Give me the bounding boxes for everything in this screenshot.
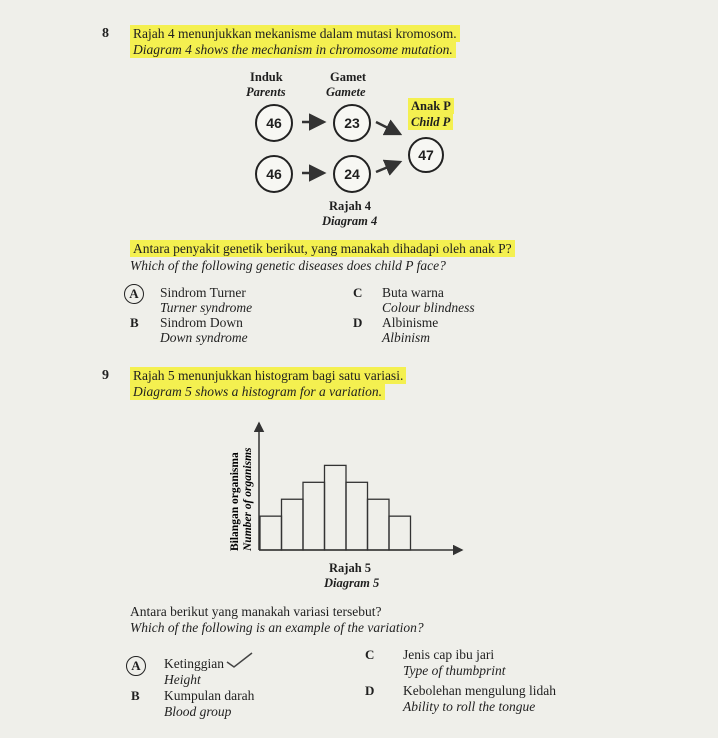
parent2-circle: 46 [255, 155, 293, 193]
q8-option-a-malay: Sindrom Turner [160, 285, 246, 300]
histogram-chart [200, 405, 490, 565]
histogram-bar-4 [325, 465, 347, 550]
label-parents-english: Parents [246, 85, 286, 99]
label-gamete-malay: Gamet [330, 70, 367, 84]
q9-question-malay: Antara berikut yang manakah variasi tersebut? [130, 604, 382, 619]
q8-option-b-malay: Sindrom Down [160, 315, 243, 330]
q8-option-c-english: Colour blindness [382, 300, 475, 315]
label-gamete-english: Gamete [326, 85, 366, 99]
q9-number: 9 [102, 368, 109, 383]
q9-option-b[interactable]: B [131, 688, 140, 703]
child-circle: 47 [408, 137, 444, 173]
gamete2-circle: 24 [333, 155, 371, 193]
diagram5-caption-english: Diagram 5 [324, 576, 380, 590]
q8-option-d[interactable]: D [353, 315, 363, 330]
q9-option-c-english: Type of thumbprint [403, 663, 506, 678]
label-parents-malay: Induk [250, 70, 283, 84]
q9-option-b-english: Blood group [164, 704, 232, 719]
option-a-letter: A [124, 284, 144, 304]
q9-option-d-english: Ability to roll the tongue [403, 699, 536, 714]
q8-option-b[interactable]: B [130, 315, 139, 330]
y-axis-label-malay: Bilangan organisma [229, 452, 241, 551]
histogram-bar-1 [260, 516, 282, 550]
q9-stem-english: Diagram 5 shows a histogram for a variation. [130, 384, 385, 400]
q9-question-english: Which of the following is an example of the variation? [130, 620, 424, 635]
q9-option-a[interactable] [126, 656, 146, 676]
histogram-bar-5 [346, 482, 368, 550]
q8-option-b-english: Down syndrome [160, 330, 248, 345]
y-axis-label-english: Number of organisms [242, 447, 254, 551]
parent1-circle: 46 [255, 104, 293, 142]
q8-option-d-malay: Albinisme [382, 315, 439, 330]
q9-option-b-malay: Kumpulan darah [164, 688, 255, 703]
q8-number: 8 [102, 26, 109, 41]
diagram5-caption-malay: Rajah 5 [329, 561, 372, 575]
q8-question-malay: Antara penyakit genetik berikut, yang manakah dihadapi oleh anak P? [130, 241, 515, 257]
histogram-bar-3 [303, 482, 325, 550]
histogram-bar-2 [282, 499, 304, 550]
q8-option-c-malay: Buta warna [382, 285, 444, 300]
q8-option-c[interactable]: C [353, 285, 363, 300]
histogram-bar-7 [389, 516, 411, 550]
q8-option-a[interactable] [124, 284, 144, 304]
q9-option-a-english: Height [164, 672, 201, 687]
q8-stem-english: Diagram 4 shows the mechanism in chromosome mutation. [130, 42, 456, 58]
q8-option-a-english: Turner syndrome [160, 300, 253, 315]
q9-option-d-malay: Kebolehan mengulung lidah [403, 683, 556, 698]
label-child-malay: Anak P [408, 99, 454, 114]
label-child-english: Child P [408, 115, 453, 130]
option-a-letter: A [126, 656, 146, 676]
q9-option-d[interactable]: D [365, 683, 375, 698]
q8-question-english: Which of the following genetic diseases does child P face? [130, 258, 446, 273]
histogram-bar-6 [368, 499, 390, 550]
q8-option-d-english: Albinism [382, 330, 431, 345]
q9-option-a-malay: Ketinggian [164, 656, 224, 671]
gamete1-circle: 23 [333, 104, 371, 142]
arrow-icon [302, 122, 400, 173]
diagram4-caption-english: Diagram 4 [322, 214, 378, 228]
q9-option-c-malay: Jenis cap ibu jari [403, 647, 495, 662]
q9-stem-malay: Rajah 5 menunjukkan histogram bagi satu variasi. [130, 368, 406, 384]
diagram4-caption-malay: Rajah 4 [329, 199, 372, 213]
checkmark-icon [225, 650, 255, 670]
q8-stem-malay: Rajah 4 menunjukkan mekanisme dalam mutasi kromosom. [130, 26, 460, 42]
q9-option-c[interactable]: C [365, 647, 375, 662]
